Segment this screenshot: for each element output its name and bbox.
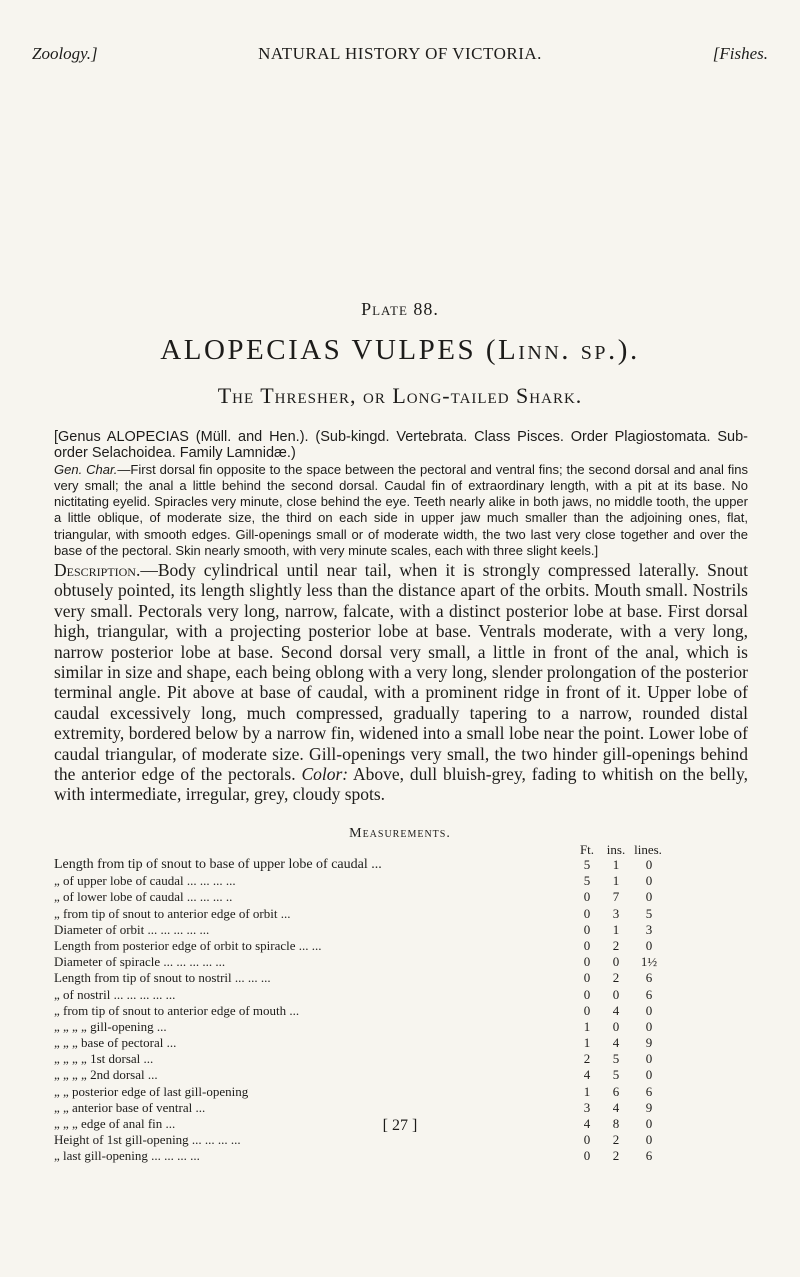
measurement-label: Length from posterior edge of orbit to spiracle ... ...	[54, 937, 322, 953]
measurement-lines: 0	[645, 1067, 653, 1083]
measurement-label: Diameter of spiracle ... ... ... ... ...	[54, 954, 226, 970]
measurement-feet: 4	[583, 1116, 591, 1131]
measurement-row	[0, 1084, 800, 1100]
measurement-lines: 6	[645, 1083, 653, 1099]
measurement-lines: 6	[645, 970, 653, 986]
measurement-row	[0, 1035, 800, 1051]
measurement-feet: 0	[583, 954, 591, 970]
measurement-label: Diameter of orbit ... ... ... ... ...	[54, 921, 210, 937]
measurement-inches: 1	[612, 857, 620, 872]
measurement-feet: 0	[583, 889, 591, 905]
species-name: ALOPECIAS VULPES (	[160, 334, 499, 366]
description-paragraph	[54, 560, 748, 805]
measurement-label: „ „ anterior base of ventral ...	[54, 1099, 206, 1115]
measurement-lines: 6	[645, 986, 653, 1002]
measurement-feet: 5	[583, 857, 591, 872]
measurement-lines: 0	[645, 1051, 653, 1067]
measurement-label: „ last gill-opening ... ... ... ...	[54, 1148, 200, 1164]
measurement-lines: 5	[645, 905, 653, 921]
measurement-lines: 0	[645, 1116, 653, 1131]
header-section: Zoology.]	[32, 44, 98, 63]
measurement-row	[0, 938, 800, 954]
measurement-label: „ from tip of snout to anterior edge of orbit ...	[54, 905, 291, 921]
measurement-feet: 0	[583, 1002, 591, 1018]
measurement-label: „ from tip of snout to anterior edge of mouth ...	[54, 1002, 300, 1018]
measurement-feet: 1	[583, 1035, 591, 1051]
measurement-feet: 1	[583, 1083, 591, 1099]
measurement-lines: 0	[645, 1002, 653, 1018]
measurement-row	[0, 987, 800, 1003]
measurement-label: „ „ „ „ gill-opening ...	[54, 1018, 167, 1034]
measurement-row	[0, 1067, 800, 1083]
measurement-row	[0, 1051, 800, 1067]
measurement-label: Height of 1st gill-opening ... ... ... ...	[54, 1132, 241, 1148]
measurement-inches: 1	[612, 873, 620, 889]
measurement-inches: 8	[612, 1116, 620, 1131]
measurement-lines: 3	[645, 921, 653, 937]
measurement-label: „ of nostril ... ... ... ... ...	[54, 986, 176, 1002]
measurement-lines: 6	[645, 1148, 653, 1164]
measurement-feet: 0	[583, 1148, 591, 1164]
measurement-feet: 0	[583, 905, 591, 921]
measurement-feet: 0	[583, 970, 591, 986]
measurement-row	[0, 954, 800, 970]
description-label: Description.	[54, 560, 141, 580]
measurement-row	[0, 889, 800, 905]
measurement-label: Length from tip of snout to nostril ... ... ...	[54, 970, 271, 986]
description-text: —Body cylindrical until near tail, when it is strongly compressed laterally. Snout obtusely pointed, its length slightly less than the distance apart of the orbits. Mouth small. Nostrils very small. Pectorals very long, narrow, falcate, with a distinct posterior lobe at base. First dorsal high, triangular, with a projecting posterior lobe at base. Ventrals moderate, with a very long, narrow posterior lobe at base. Second dorsal very small, a little in front of the anal, which is similar in size and shape, each being oblong with a very long, slender prolongation of the posterior terminal angle. Pit above at base of caudal, with a prominent ridge in front of it. Upper lobe of caudal excessively long, much compressed, gradually tapering to a narrow, rounded distal extremity, bordered below by a narrow fin, widened into a small lobe near the point. Lower lobe of caudal triangular, of moderate size. Gill-openings very small, the two hinder gill-openings behind the anterior edge of the pectorals.	[54, 560, 748, 785]
measurement-units	[0, 842, 800, 858]
generic-char-text: —First dorsal fin opposite to the space between the pectoral and ventral fins; the second dorsal and anal fins very small; the anal a little behind the second dorsal. Caudal fin of extraordinary length, with a pit at its base. No nictitating eyelid. Spiracles very minute, close behind the eye. Teeth nearly alike in both jaws, no middle tooth, the upper a little oblique, of moderate size, the third on each side in upper jaw much smaller than the adjoining ones, flat, triangular, with smooth edges. Gill-openings small or of moderate width, the two last very close together and over the base of the pectoral. Skin nearly smooth, with very minute scales, each with three slight keels.]	[54, 461, 749, 559]
measurement-lines: 0	[645, 873, 653, 889]
measurement-lines: 9	[645, 1035, 653, 1051]
measurement-row	[0, 857, 800, 873]
measurement-lines: 0	[645, 857, 653, 872]
measurement-inches: 0	[612, 1018, 620, 1034]
measurement-row	[0, 1003, 800, 1019]
measurement-feet: 0	[583, 921, 591, 937]
measurement-inches: 2	[612, 1148, 620, 1164]
measurement-row	[0, 873, 800, 889]
header-book-title: NATURAL HISTORY OF VICTORIA.	[258, 44, 542, 63]
measurement-inches: 2	[612, 1132, 620, 1148]
measurement-inches: 3	[612, 905, 620, 921]
generic-char-label: Gen. Char.	[54, 461, 118, 477]
measurement-row	[0, 922, 800, 938]
measurement-label: Length from tip of snout to base of upper lobe of caudal ...	[54, 857, 382, 872]
measurement-lines: 0	[645, 1018, 653, 1034]
unit-inches: ins.	[606, 842, 626, 857]
measurement-feet: 0	[583, 937, 591, 953]
measurement-inches: 0	[612, 986, 620, 1002]
color-text: Above, dull bluish-grey, fading to whitish on the belly, with intermediate, irregular, grey, cloudy spots.	[54, 764, 749, 805]
measurement-inches: 4	[612, 1035, 620, 1051]
measurement-row	[0, 970, 800, 986]
page-number: [ 27 ]	[382, 1117, 418, 1134]
measurements-heading: Measurements.	[349, 826, 451, 841]
measurement-row	[0, 1100, 800, 1116]
measurement-inches: 7	[612, 889, 620, 905]
measurement-lines: 0	[645, 889, 653, 905]
measurement-lines: 0	[645, 1132, 653, 1148]
measurement-lines: 1½	[640, 954, 658, 970]
taxonomy-block	[54, 429, 748, 559]
measurement-lines: 9	[645, 1099, 653, 1115]
measurement-row	[0, 906, 800, 922]
measurement-lines: 0	[645, 937, 653, 953]
measurement-feet: 4	[583, 1067, 591, 1083]
color-label: Color:	[301, 764, 349, 785]
header-subject: [Fishes.	[712, 44, 768, 63]
measurement-row	[0, 1148, 800, 1164]
measurement-inches: 5	[612, 1067, 620, 1083]
measurement-feet: 2	[583, 1051, 591, 1067]
species-authority: Linn. sp.	[498, 334, 618, 366]
measurement-label: „ „ „ „ 2nd dorsal ...	[54, 1067, 158, 1083]
measurement-inches: 0	[612, 954, 620, 970]
species-title	[0, 334, 800, 367]
measurement-label: „ of upper lobe of caudal ... ... ... ...	[54, 873, 236, 889]
measurement-label: „ „ „ „ 1st dorsal ...	[54, 1051, 154, 1067]
measurement-label: „ of lower lobe of caudal ... ... ... ..	[54, 889, 233, 905]
plate-number: Plate 88.	[361, 299, 439, 319]
measurement-feet: 0	[583, 986, 591, 1002]
common-name: The Thresher, or Long-tailed Shark.	[217, 383, 583, 408]
measurement-inches: 5	[612, 1051, 620, 1067]
measurement-inches: 2	[612, 937, 620, 953]
measurement-label: „ „ „ edge of anal fin ...	[54, 1116, 176, 1131]
species-title-close: ).	[617, 334, 640, 366]
measurement-inches: 6	[612, 1083, 620, 1099]
measurement-label: „ „ posterior edge of last gill-opening	[54, 1083, 249, 1099]
unit-lines: lines.	[634, 842, 662, 857]
running-header	[32, 44, 768, 70]
unit-feet: Ft.	[579, 842, 595, 857]
measurement-feet: 5	[583, 873, 591, 889]
measurement-label: „ „ „ base of pectoral ...	[54, 1035, 177, 1051]
measurement-inches: 4	[612, 1002, 620, 1018]
taxonomy-intro: [Genus ALOPECIAS (Müll. and Hen.). (Sub-kingd. Vertebrata. Class Pisces. Order Plagiostomata. Sub-order Selachoidea. Family Lamnidæ.)	[54, 429, 748, 462]
measurement-feet: 3	[583, 1099, 591, 1115]
measurement-feet: 1	[583, 1018, 591, 1034]
measurement-feet: 0	[583, 1132, 591, 1148]
measurement-inches: 2	[612, 970, 620, 986]
measurement-row	[0, 1019, 800, 1035]
measurement-inches: 4	[612, 1099, 620, 1115]
measurement-inches: 1	[612, 921, 620, 937]
